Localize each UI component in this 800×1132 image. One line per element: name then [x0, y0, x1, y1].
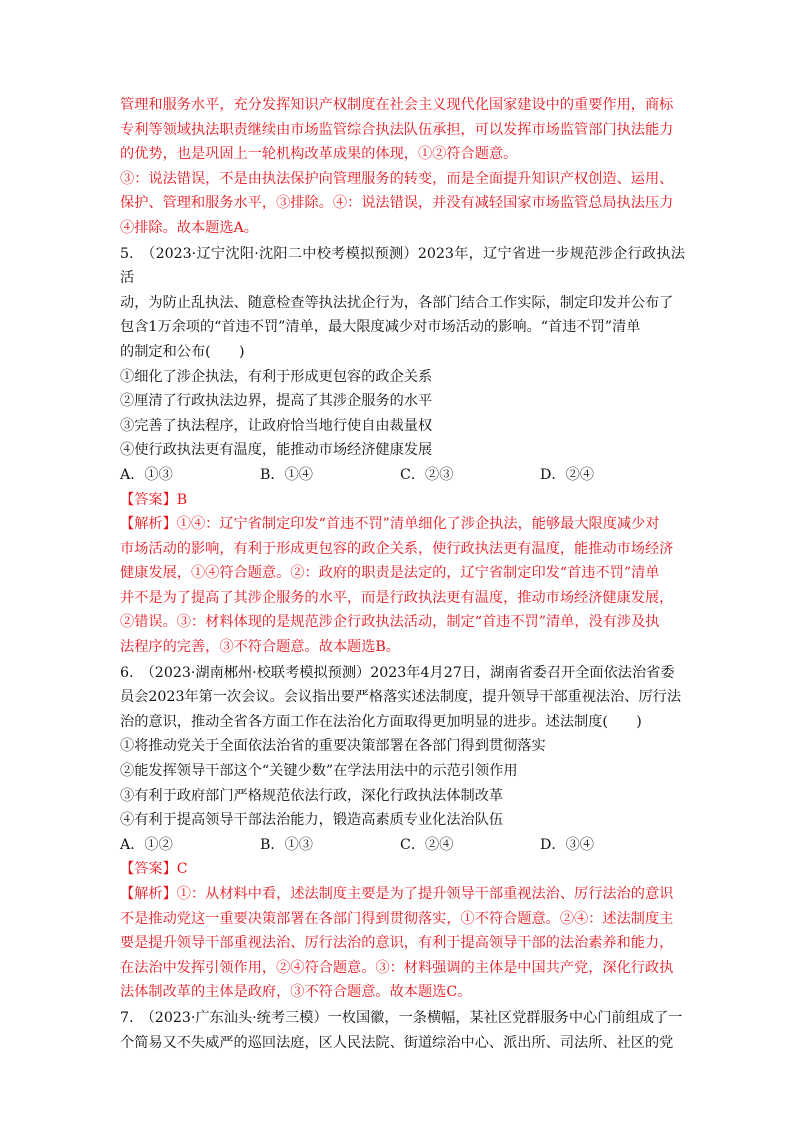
question-stem-line: 包含1万余项的“首违不罚”清单，最大限度减少对市场活动的影响。“首违不罚”清单: [120, 319, 641, 336]
answer-label: 【答案】B: [120, 491, 188, 508]
question-stem-line: 个简易又不失威严的巡回法庭，区人民法院、街道综治中心、派出所、司法所、社区的党: [120, 1034, 674, 1051]
question-6: [120, 661, 685, 1005]
explanation-line: ②错误。③：材料体现的是规范涉企行政执法活动，制定“首违不罚”清单，没有涉及执: [120, 614, 660, 631]
explanation-line: ④排除。故本题选A。: [120, 219, 258, 236]
statement-1: ①将推动党关于全面依法治省的重要决策部署在各部门得到贯彻落实: [120, 738, 546, 755]
previous-question-explanation: [120, 93, 685, 241]
explanation-line: ③：说法错误，不是由执法保护向管理服务的转变，而是全面提升知识产权创造、运用、: [120, 170, 674, 187]
statement-4: ④有利于提高领导干部法治能力，锻造高素质专业化法治队伍: [120, 812, 504, 829]
question-stem-line: 5. （2023·辽宁沈阳·沈阳二中校考模拟预测）2023年，辽宁省进一步规范涉企行政执法活: [120, 245, 685, 287]
question-stem-line: 动，为防止乱执法、随意检查等执法扰企行为，各部门结合工作实际，制定印发并公布了: [120, 294, 674, 311]
statement-3: ③完善了执法程序，让政府恰当地行使自由裁量权: [120, 417, 433, 434]
answer-block: [120, 857, 685, 1005]
option-c: C．②③: [400, 466, 454, 483]
answer-options: [120, 833, 685, 858]
statement-3: ③有利于政府部门严格规范依法行政，深化行政执法体制改革: [120, 787, 504, 804]
explanation-line: 管理和服务水平，充分发挥知识产权制度在社会主义现代化国家建设中的重要作用，商标: [120, 97, 674, 113]
option-c: C．②④: [400, 836, 454, 853]
question-stem-line: 员会2023年第一次会议。会议指出要严格落实述法制度，提升领导干部重视法治、厉行法: [120, 689, 682, 706]
explanation-line: 专利等领域执法职责继续由市场监管综合执法队伍承担，可以发挥市场监管部门执法能力: [120, 121, 674, 138]
question-stem-line: 7. （2023·广东汕头·统考三模）一枚国徽，一条横幅，某社区党群服务中心门前组成了一: [120, 1009, 683, 1026]
document-body: [120, 93, 685, 1055]
option-a: A．①②: [120, 836, 173, 853]
explanation-line: 市场活动的影响，有利于形成更包容的政企关系，使行政执法更有温度，能推动市场经济: [120, 540, 674, 557]
option-a: A．①③: [120, 466, 173, 483]
explanation-line: 法体制改革的主体是政府，③不符合题意。故本题选C。: [120, 984, 472, 1001]
question-5: [120, 242, 685, 660]
statement-2: ②能发挥领导干部这个“关键少数”在学法用法中的示范引领作用: [120, 763, 518, 780]
explanation-line: 【解析】①④：辽宁省制定印发“首违不罚”清单细化了涉企执法，能够最大限度减少对: [120, 516, 660, 533]
explanation-line: 保护、管理和服务水平，③排除。④：说法错误，并没有减轻国家市场监管总局执法压力: [120, 195, 674, 212]
statement-4: ④使行政执法更有温度，能推动市场经济健康发展: [120, 442, 433, 459]
answer-options: [120, 463, 685, 488]
statement-1: ①细化了涉企执法，有利于形成更包容的政企关系: [120, 368, 433, 385]
explanation-line: 【解析】①：从材料中看，述法制度主要是为了提升领导干部重视法治、厉行法治的意识: [120, 886, 674, 902]
explanation-line: 不是推动党这一重要决策部署在各部门得到贯彻落实，①不符合题意。②④：述法制度主: [120, 910, 674, 927]
statement-2: ②厘清了行政执法边界，提高了其涉企服务的水平: [120, 393, 433, 410]
explanation-line: 要是提升领导干部重视法治、厉行法治的意识，有利于提高领导干部的法治素养和能力，: [120, 935, 674, 952]
question-7: [120, 1006, 685, 1055]
option-b: B．①④: [260, 466, 313, 483]
option-d: D．②④: [540, 466, 594, 483]
question-stem-line: 6. （2023·湖南郴州·校联考模拟预测）2023年4月27日，湖南省委召开全面依法治省委: [120, 664, 675, 681]
explanation-line: 健康发展，①④符合题意。②：政府的职责是法定的，辽宁省制定印发“首违不罚”清单: [120, 565, 660, 582]
explanation-line: 在法治中发挥引领作用，②④符合题意。③：材料强调的主体是中国共产党，深化行政执: [120, 959, 674, 976]
question-stem-line: 的制定和公布( ): [120, 343, 245, 360]
option-b: B．①③: [260, 836, 313, 853]
option-d: D．③④: [540, 836, 594, 853]
answer-label: 【答案】C: [120, 861, 188, 878]
explanation-line: 法程序的完善，③不符合题意。故本题选B。: [120, 639, 400, 656]
question-stem-line: 治的意识，推动全省各方面工作在法治化方面取得更加明显的进步。述法制度( ): [120, 713, 642, 730]
explanation-line: 的优势，也是巩固上一轮机构改革成果的体现，①②符合题意。: [120, 146, 518, 163]
explanation-line: 并不是为了提高了其涉企服务的水平，而是行政执法更有温度，推动市场经济健康发展，: [120, 589, 674, 606]
answer-block: [120, 488, 685, 660]
